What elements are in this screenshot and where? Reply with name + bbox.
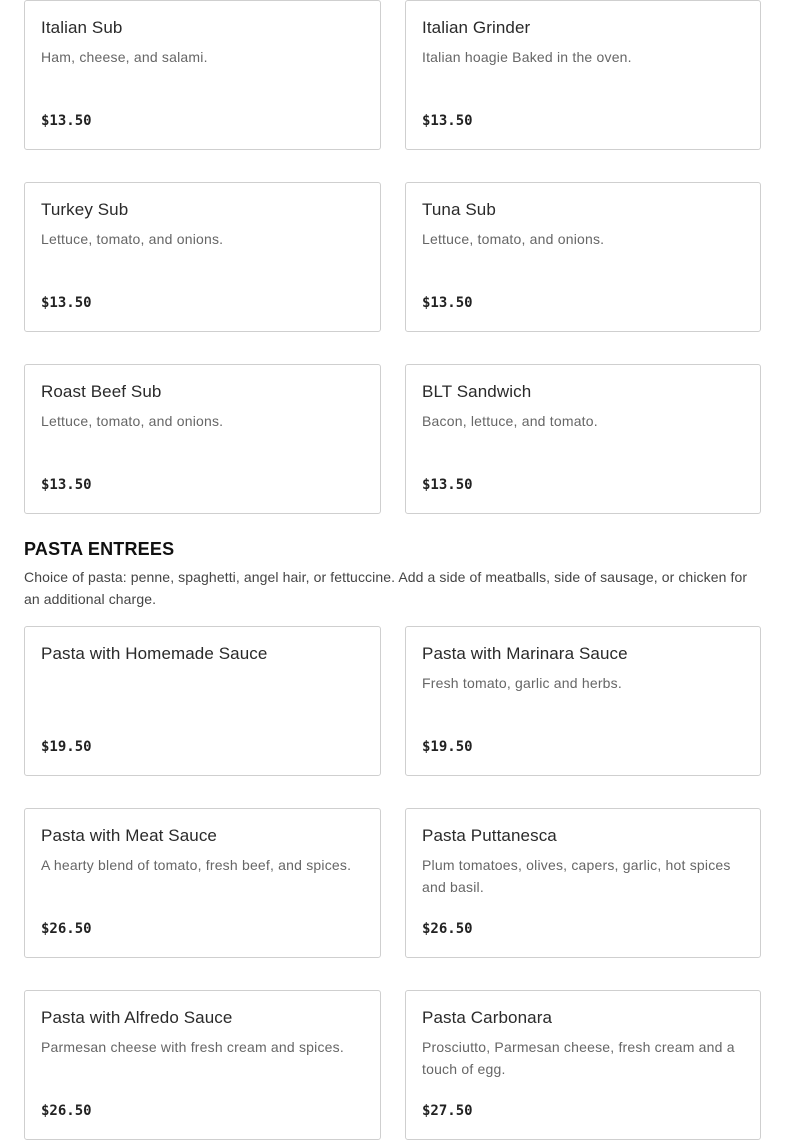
item-description: Plum tomatoes, olives, capers, garlic, hot spices and basil. (422, 857, 731, 895)
menu-item-card[interactable] (405, 990, 761, 1140)
item-name: Pasta with Marinara Sauce (422, 644, 628, 663)
item-description: Lettuce, tomato, and onions. (422, 231, 605, 247)
item-description: A hearty blend of tomato, fresh beef, and spices. (41, 857, 352, 873)
item-name: BLT Sandwich (422, 382, 532, 401)
menu-item-card[interactable] (24, 990, 381, 1140)
menu-item-card[interactable] (24, 364, 381, 514)
section-title: PASTA ENTREES (24, 539, 175, 559)
item-price: $26.50 (422, 921, 473, 937)
item-name: Italian Grinder (422, 18, 531, 37)
item-price: $19.50 (422, 739, 473, 755)
menu-item-card[interactable] (405, 364, 761, 514)
item-name: Turkey Sub (41, 200, 129, 219)
item-price: $13.50 (422, 295, 473, 311)
item-description: Ham, cheese, and salami. (41, 49, 208, 65)
item-price: $13.50 (41, 295, 92, 311)
menu-item-card[interactable] (24, 626, 381, 776)
item-price: $27.50 (422, 1103, 473, 1119)
item-price: $13.50 (41, 477, 92, 493)
section-description: Choice of pasta: penne, spaghetti, angel hair, or fettuccine. Add a side of meatballs, side of sausage, or chicken for an additional charge. (24, 569, 748, 607)
item-name: Pasta Puttanesca (422, 826, 557, 845)
item-price: $13.50 (422, 477, 473, 493)
item-description: Parmesan cheese with fresh cream and spices. (41, 1039, 344, 1055)
menu-item-card[interactable] (24, 0, 381, 150)
item-name: Tuna Sub (422, 200, 496, 219)
item-price: $13.50 (41, 113, 92, 129)
item-price: $26.50 (41, 921, 92, 937)
item-name: Italian Sub (41, 18, 123, 37)
menu-item-card[interactable] (405, 808, 761, 958)
item-name: Pasta with Homemade Sauce (41, 644, 268, 663)
item-description: Prosciutto, Parmesan cheese, fresh cream and a touch of egg. (422, 1039, 735, 1077)
item-price: $13.50 (422, 113, 473, 129)
item-description: Fresh tomato, garlic and herbs. (422, 675, 622, 691)
menu-item-card[interactable] (24, 182, 381, 332)
item-name: Pasta with Alfredo Sauce (41, 1008, 233, 1027)
menu-item-card[interactable] (405, 0, 761, 150)
item-description: Italian hoagie Baked in the oven. (422, 49, 632, 65)
item-description: Lettuce, tomato, and onions. (41, 231, 224, 247)
item-name: Roast Beef Sub (41, 382, 162, 401)
menu-item-card[interactable] (405, 626, 761, 776)
menu-item-card[interactable] (24, 808, 381, 958)
menu-item-card[interactable] (405, 182, 761, 332)
item-price: $19.50 (41, 739, 92, 755)
item-price: $26.50 (41, 1103, 92, 1119)
item-description: Bacon, lettuce, and tomato. (422, 413, 598, 429)
item-name: Pasta with Meat Sauce (41, 826, 217, 845)
item-name: Pasta Carbonara (422, 1008, 553, 1027)
item-description: Lettuce, tomato, and onions. (41, 413, 224, 429)
